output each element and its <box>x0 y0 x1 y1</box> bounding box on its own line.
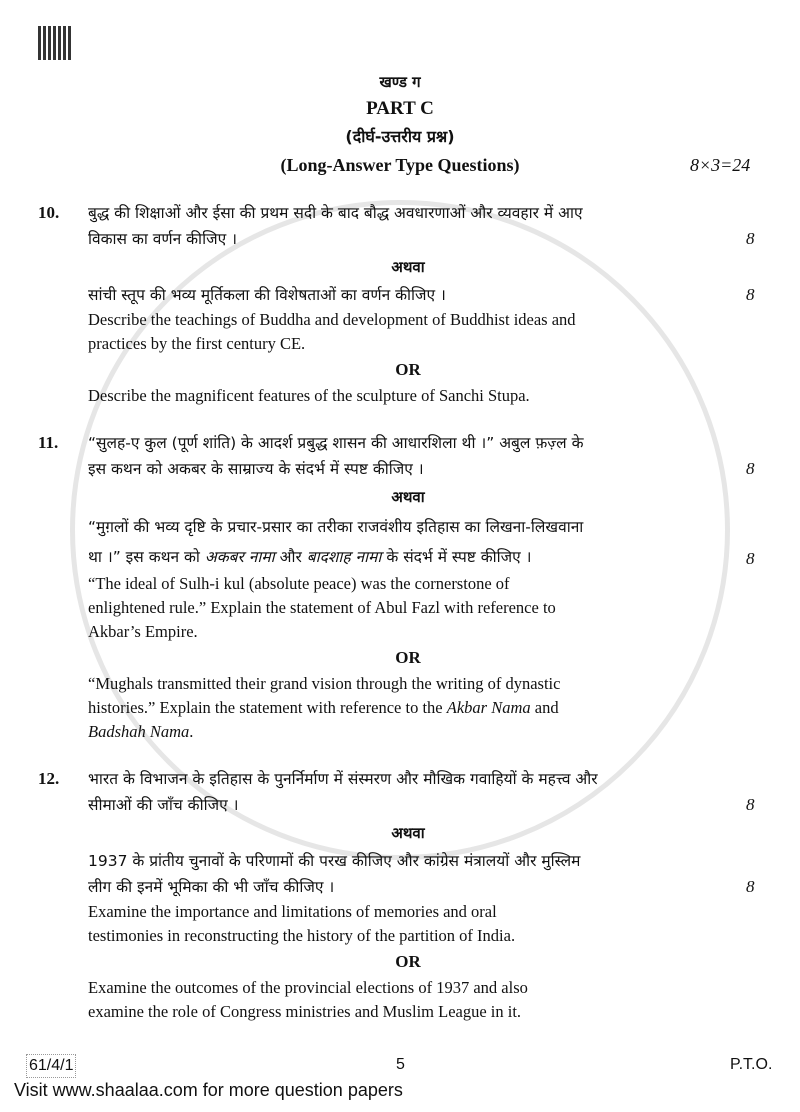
question-text <box>88 512 728 572</box>
text: . <box>189 722 194 741</box>
question-text <box>88 976 728 1024</box>
text-line: “मुग़लों की भव्य दृष्टि के प्रचार-प्रसार का तरीका राजवंशीय इतिहास का लिखना-लिखवाना <box>88 518 584 536</box>
question-text <box>88 672 728 744</box>
marks: 8 <box>746 459 755 478</box>
text-line <box>88 720 728 744</box>
book-title: Badshah Nama <box>88 722 190 741</box>
text-line: “सुलह-ए कुल (पूर्ण शांति) के आदर्श प्रबुद्ध शासन की आधारशिला थी ।” अबुल फ़ज़्ल के <box>88 434 584 452</box>
text-line: बुद्ध की शिक्षाओं और ईसा की प्रथम सदी के बाद बौद्ध अवधारणाओं और व्यवहार में आए <box>88 204 583 222</box>
paper-code: 61/4/1 <box>26 1054 76 1078</box>
text-line: Examine the importance and limitations of memories and oral <box>88 902 497 921</box>
text-line: Akbar’s Empire. <box>88 622 198 641</box>
text: के संदर्भ में स्पष्ट कीजिए । <box>381 548 532 566</box>
book-title: Akbar Nama <box>446 698 531 717</box>
text-line: “Mughals transmitted their grand vision through the writing of dynastic <box>88 674 561 693</box>
book-title: अकबर नामा <box>204 548 275 566</box>
pto: P.T.O. <box>730 1056 773 1073</box>
question-row <box>88 200 800 252</box>
question-text <box>88 766 728 818</box>
question-type-hindi: (दीर्घ-उत्तरीय प्रश्न) <box>345 127 455 146</box>
question-type-row <box>0 152 800 178</box>
or-english: OR <box>395 360 421 379</box>
text-line: practices by the first century CE. <box>88 334 306 353</box>
text-line: Examine the outcomes of the provincial elections of 1937 and also <box>88 978 528 997</box>
text-line: 1937 के प्रांतीय चुनावों के परिणामों की परख कीजिए और कांग्रेस मंत्रालयों और मुस्लिम <box>88 852 581 870</box>
text-line: testimonies in reconstructing the history of the partition of India. <box>88 926 516 945</box>
qr-code <box>38 26 72 60</box>
text-line: Describe the teachings of Buddha and development of Buddhist ideas and <box>88 310 576 329</box>
question-12 <box>0 766 800 1024</box>
text-line <box>88 696 728 720</box>
question-10 <box>0 200 800 408</box>
or-english: OR <box>395 648 421 667</box>
question-row <box>88 766 800 818</box>
question-text <box>88 384 728 408</box>
or-hindi: अथवा <box>391 488 425 506</box>
text-line: विकास का वर्णन कीजिए । <box>88 230 237 248</box>
text-line: भारत के विभाजन के इतिहास के पुनर्निर्माण में संस्मरण और मौखिक गवाहियों के महत्त्व और <box>88 770 598 788</box>
question-number: 11. <box>38 433 59 452</box>
marks: 8 <box>746 229 755 248</box>
question-text <box>88 282 728 308</box>
question-text <box>88 572 728 644</box>
page-number: 5 <box>396 1056 405 1073</box>
text: and <box>530 698 559 717</box>
marks: 8 <box>746 285 755 304</box>
text-line: लीग की इनमें भूमिका की भी जाँच कीजिए । <box>88 878 335 896</box>
question-row <box>88 848 800 900</box>
or-english: OR <box>395 952 421 971</box>
text-line: examine the role of Congress ministries and Muslim League in it. <box>88 1002 522 1021</box>
footer <box>0 1054 800 1078</box>
section-hindi: खण्ड ग <box>379 73 421 91</box>
question-number: 10. <box>38 203 60 222</box>
question-row <box>88 430 800 482</box>
marks: 8 <box>746 795 755 814</box>
text: था ।” इस कथन को <box>88 548 205 566</box>
text-line: सीमाओं की जाँच कीजिए । <box>88 796 239 814</box>
marks: 8 <box>746 877 755 896</box>
question-row <box>88 512 800 572</box>
text: और <box>274 548 307 566</box>
text-line: Describe the magnificent features of the sculpture of Sanchi Stupa. <box>88 386 530 405</box>
visit-link[interactable]: Visit www.shaalaa.com for more question papers <box>14 1080 403 1100</box>
marks: 8 <box>746 549 755 568</box>
book-title: बादशाह नामा <box>306 548 382 566</box>
text-line <box>88 542 728 572</box>
question-row <box>88 282 800 308</box>
or-hindi: अथवा <box>391 258 425 276</box>
total-marks: 8×3=24 <box>690 155 751 175</box>
question-11 <box>0 430 800 744</box>
question-number: 12. <box>38 769 60 788</box>
question-text <box>88 200 728 252</box>
text-line: सांची स्तूप की भव्य मूर्तिकला की विशेषताओं का वर्णन कीजिए । <box>88 286 446 304</box>
question-text <box>88 430 728 482</box>
question-text <box>88 848 728 900</box>
text-line: “The ideal of Sulh-i kul (absolute peace) was the cornerstone of <box>88 574 510 593</box>
section-title: PART C <box>366 98 434 119</box>
question-text <box>88 308 728 356</box>
text-line: इस कथन को अकबर के साम्राज्य के संदर्भ में स्पष्ट कीजिए । <box>88 460 424 478</box>
or-hindi: अथवा <box>391 824 425 842</box>
text-line: enlightened rule.” Explain the statement of Abul Fazl with reference to <box>88 598 556 617</box>
question-type-english: (Long-Answer Type Questions) <box>280 155 520 175</box>
text: histories.” Explain the statement with reference to the <box>88 698 447 717</box>
question-text <box>88 900 728 948</box>
